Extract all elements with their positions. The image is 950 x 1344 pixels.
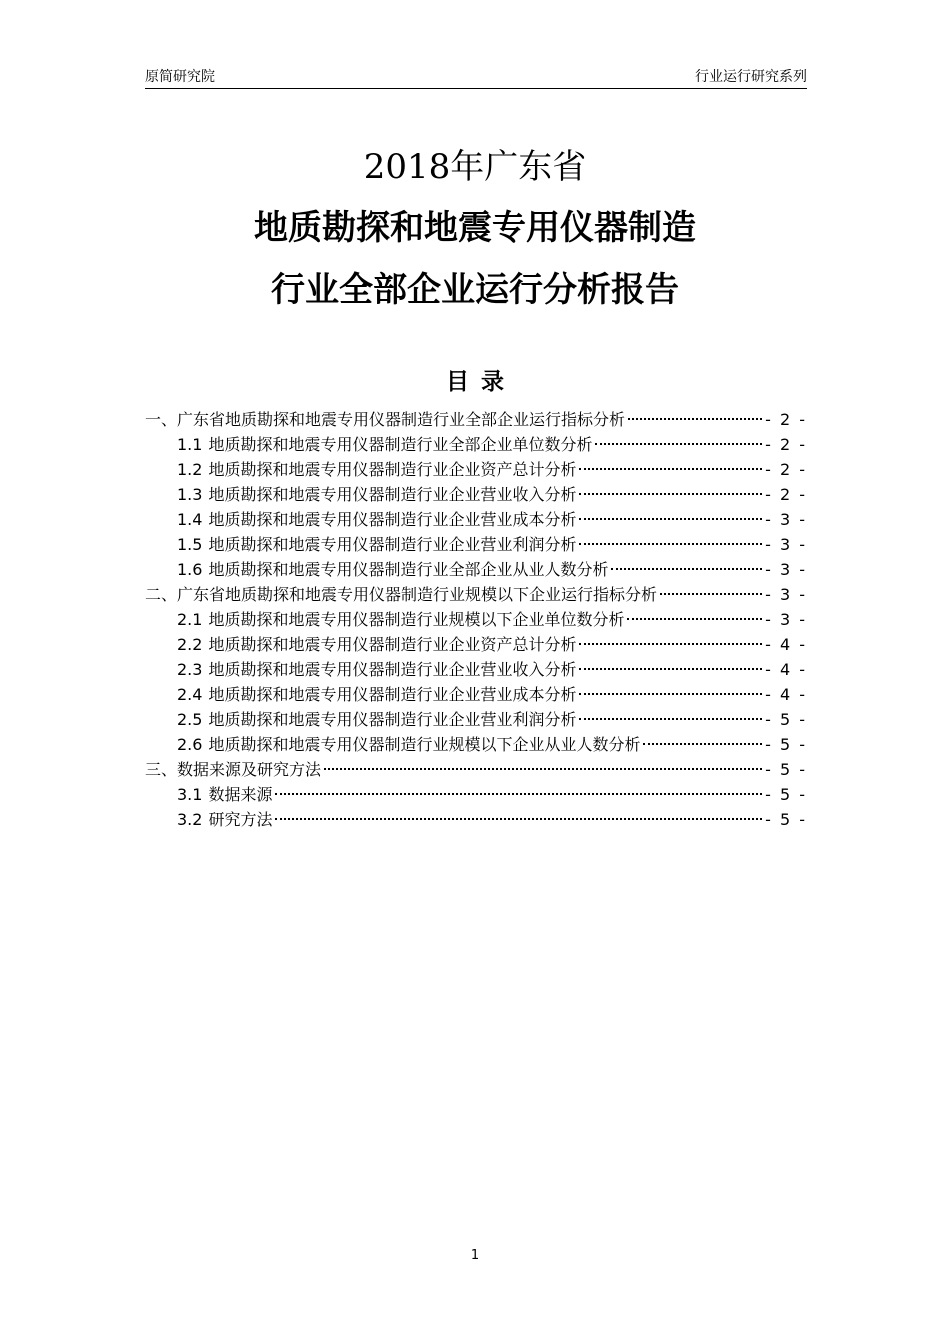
toc-entry[interactable] <box>145 607 807 632</box>
report-title-line-2: 地质勘探和地震专用仪器制造 <box>254 208 696 248</box>
header-series-name: 行业运行研究系列 <box>695 69 807 85</box>
toc-dot-leader <box>579 518 762 520</box>
toc-entry[interactable] <box>145 532 807 557</box>
toc-entry-page: - 3 - <box>765 585 807 604</box>
toc-entry-text: 地质勘探和地震专用仪器制造行业企业资产总计分析 <box>208 460 577 479</box>
toc-entry-label <box>177 532 576 557</box>
toc-entry-page: - 2 - <box>765 410 807 429</box>
toc-entry-page: - 5 - <box>765 785 807 804</box>
toc-dot-leader <box>579 718 762 720</box>
toc-entry-page: - 2 - <box>765 435 807 454</box>
toc-entry-number: 1.2 <box>177 460 203 479</box>
toc-dot-leader <box>643 743 762 745</box>
toc-dot-leader <box>595 443 762 445</box>
toc-entry[interactable] <box>145 557 807 582</box>
toc-entry-text: 地质勘探和地震专用仪器制造行业规模以下企业从业人数分析 <box>208 735 641 754</box>
toc-dot-leader <box>611 568 762 570</box>
toc-dot-leader <box>275 793 762 795</box>
toc-entry[interactable] <box>145 432 807 457</box>
toc-entry[interactable] <box>145 657 807 682</box>
toc-entry[interactable] <box>145 807 807 832</box>
toc-entry-page: - 2 - <box>765 460 807 479</box>
toc-heading: 目录 <box>446 369 516 395</box>
toc-entry-text: 地质勘探和地震专用仪器制造行业全部企业单位数分析 <box>208 435 593 454</box>
toc-dot-leader <box>324 768 762 770</box>
toc-entry-text: 二、广东省地质勘探和地震专用仪器制造行业规模以下企业运行指标分析 <box>145 585 658 604</box>
toc-entry-number: 3.1 <box>177 785 203 804</box>
report-title-line-1: 2018年广东省 <box>363 147 587 187</box>
toc-entry-number: 2.5 <box>177 710 203 729</box>
toc-entry-label <box>145 757 321 782</box>
toc-entry-text: 一、广东省地质勘探和地震专用仪器制造行业全部企业运行指标分析 <box>145 410 626 429</box>
toc-entry-page: - 5 - <box>765 735 807 754</box>
toc-entry-page: - 5 - <box>765 810 807 829</box>
toc-entry[interactable] <box>145 757 807 782</box>
report-title-line-3: 行业全部企业运行分析报告 <box>271 270 679 310</box>
toc-entry[interactable] <box>145 507 807 532</box>
toc-entry-page: - 2 - <box>765 485 807 504</box>
toc-entry-label <box>177 682 576 707</box>
toc-entry-number: 2.6 <box>177 735 203 754</box>
toc-entry[interactable] <box>145 407 807 432</box>
toc-entry-number: 2.3 <box>177 660 203 679</box>
header-organization: 原简研究院 <box>145 69 215 85</box>
toc-entry[interactable] <box>145 582 807 607</box>
toc-entry-number: 2.4 <box>177 685 203 704</box>
toc-entry-number: 1.6 <box>177 560 203 579</box>
toc-entry-text: 地质勘探和地震专用仪器制造行业企业营业成本分析 <box>208 685 577 704</box>
toc-entry-text: 研究方法 <box>208 810 273 829</box>
toc-entry-label <box>177 707 576 732</box>
toc-dot-leader <box>579 643 762 645</box>
toc-dot-leader <box>628 418 762 420</box>
toc-entry-number: 2.1 <box>177 610 203 629</box>
toc-entry-text: 三、数据来源及研究方法 <box>145 760 322 779</box>
toc-entry-label <box>177 632 576 657</box>
toc-entry-label <box>145 582 657 607</box>
toc-entry-text: 地质勘探和地震专用仪器制造行业企业营业成本分析 <box>208 510 577 529</box>
toc-entry-page: - 4 - <box>765 685 807 704</box>
toc-entry-text: 地质勘探和地震专用仪器制造行业规模以下企业单位数分析 <box>208 610 625 629</box>
toc-entry[interactable] <box>145 457 807 482</box>
toc-entry-number: 1.5 <box>177 535 203 554</box>
toc-entry-text: 地质勘探和地震专用仪器制造行业企业营业收入分析 <box>208 660 577 679</box>
toc-entry-label <box>177 432 592 457</box>
toc-entry-number: 1.1 <box>177 435 203 454</box>
toc-entry-label <box>177 507 576 532</box>
toc-entry-page: - 3 - <box>765 610 807 629</box>
toc-entry[interactable] <box>145 482 807 507</box>
toc-entry[interactable] <box>145 707 807 732</box>
table-of-contents <box>145 407 807 832</box>
toc-entry-text: 地质勘探和地震专用仪器制造行业企业营业利润分析 <box>208 710 577 729</box>
toc-entry-page: - 4 - <box>765 635 807 654</box>
toc-entry-page: - 3 - <box>765 510 807 529</box>
toc-entry[interactable] <box>145 782 807 807</box>
toc-entry-text: 地质勘探和地震专用仪器制造行业企业资产总计分析 <box>208 635 577 654</box>
toc-dot-leader <box>275 818 762 820</box>
page-header <box>145 66 807 89</box>
toc-entry-label <box>177 557 608 582</box>
toc-entry-label <box>177 657 576 682</box>
toc-dot-leader <box>627 618 762 620</box>
toc-entry-page: - 3 - <box>765 535 807 554</box>
toc-dot-leader <box>579 668 762 670</box>
toc-entry[interactable] <box>145 632 807 657</box>
toc-dot-leader <box>579 543 762 545</box>
toc-entry-label <box>177 782 272 807</box>
toc-entry-number: 1.4 <box>177 510 203 529</box>
toc-entry-text: 地质勘探和地震专用仪器制造行业全部企业从业人数分析 <box>208 560 609 579</box>
toc-entry[interactable] <box>145 732 807 757</box>
toc-entry-label <box>177 607 624 632</box>
toc-entry[interactable] <box>145 682 807 707</box>
page-number: 1 <box>470 1248 480 1263</box>
toc-entry-label <box>145 407 625 432</box>
toc-entry-page: - 5 - <box>765 760 807 779</box>
toc-entry-number: 1.3 <box>177 485 203 504</box>
toc-dot-leader <box>579 693 762 695</box>
toc-entry-label <box>177 807 272 832</box>
toc-entry-text: 地质勘探和地震专用仪器制造行业企业营业收入分析 <box>208 485 577 504</box>
toc-entry-page: - 3 - <box>765 560 807 579</box>
toc-entry-page: - 4 - <box>765 660 807 679</box>
toc-dot-leader <box>579 493 762 495</box>
toc-entry-page: - 5 - <box>765 710 807 729</box>
toc-entry-label <box>177 732 640 757</box>
toc-entry-label <box>177 457 576 482</box>
toc-dot-leader <box>579 468 762 470</box>
toc-entry-number: 3.2 <box>177 810 203 829</box>
toc-entry-number: 2.2 <box>177 635 203 654</box>
toc-dot-leader <box>660 593 762 595</box>
toc-entry-text: 地质勘探和地震专用仪器制造行业企业营业利润分析 <box>208 535 577 554</box>
toc-entry-text: 数据来源 <box>208 785 273 804</box>
toc-entry-label <box>177 482 576 507</box>
